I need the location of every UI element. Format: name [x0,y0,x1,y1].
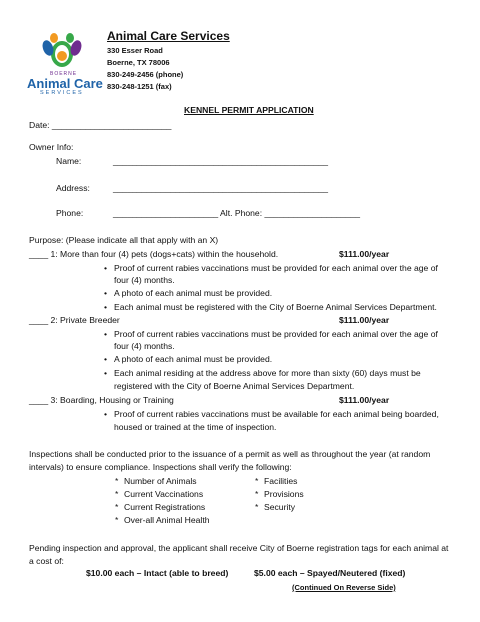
date-field[interactable]: Date: _________________________ [29,120,172,130]
animal-care-logo [26,32,103,96]
option-2-bullet-1-cont: four (4) months. [114,341,175,351]
address-field[interactable]: _____________________________________________ [113,183,329,193]
org-address-1: 330 Esser Road [107,46,163,55]
option-1-bullet-3: • Each animal must be registered with the City of Boerne Animal Services Department. [114,302,437,312]
phone-field[interactable]: ______________________ Alt. Phone: ____________________ [113,208,361,218]
paw-print-icon [26,32,98,72]
fee-intact: $10.00 each – Intact (able to breed) [86,568,229,578]
purpose-header: Purpose: (Please indicate all that apply with an X) [29,235,219,245]
option-3-label[interactable]: ____ 3: Boarding, Housing or Training [29,395,174,405]
option-2-bullet-1: • Proof of current rabies vaccinations must be provided for each animal over the age of [114,329,438,339]
org-phone: 830-249-2456 (phone) [107,70,184,79]
org-name: Animal Care Services [107,29,230,43]
inspection-item-provisions: * Provisions [264,489,304,499]
inspection-text-2: intervals) to ensure compliance. Inspections shall verify the following: [29,462,292,472]
option-1-bullet-1-cont: four (4) months. [114,275,175,285]
org-address-2: Boerne, TX 78006 [107,58,170,67]
option-2-bullet-3-cont: registered with the City of Boerne Animal Services Department. [114,381,355,391]
inspection-item-facilities: * Facilities [264,476,297,486]
inspection-item-animals: * Number of Animals [124,476,197,486]
inspection-text-1: Inspections shall be conducted prior to the issuance of a permit as well as throughout the year (at random [29,449,431,459]
inspection-item-vaccinations: * Current Vaccinations [124,489,203,499]
inspection-item-health: * Over-all Animal Health [124,515,210,525]
phone-label: Phone: [56,208,84,218]
name-label: Name: [56,156,82,166]
option-1-label[interactable]: ____ 1: More than four (4) pets (dogs+cats) within the household. [29,249,279,259]
option-1-bullet-1: • Proof of current rabies vaccinations must be provided for each animal over the age of [114,263,438,273]
option-1-bullet-2: • A photo of each animal must be provided. [114,288,272,298]
continued-note: (Continued On Reverse Side) [292,583,396,592]
option-3-price: $111.00/year [339,395,390,405]
inspection-item-security: * Security [264,502,295,512]
option-2-price: $111.00/year [339,315,390,325]
address-label: Address: [56,183,90,193]
option-3-bullet-1-cont: housed or trained at the time of inspection. [114,422,277,432]
option-1-price: $111.00/year [339,249,390,259]
fee-fixed: $5.00 each – Spayed/Neutered (fixed) [254,568,406,578]
option-2-label[interactable]: ____ 2: Private Breeder [29,315,120,325]
option-2-bullet-2: • A photo of each animal must be provided. [114,354,272,364]
logo-small-text: BOERNE [50,71,78,77]
logo-main-text: Animal Care [27,76,103,91]
inspection-item-registrations: * Current Registrations [124,502,205,512]
option-2-bullet-3: • Each animal residing at the address above for more than sixty (60) days must be [114,368,421,378]
document-title: KENNEL PERMIT APPLICATION [184,105,314,115]
option-3-bullet-1: • Proof of current rabies vaccinations must be available for each animal being boarded, [114,409,439,419]
owner-info-header: Owner Info: [29,142,74,152]
pending-text-1: Pending inspection and approval, the applicant shall receive City of Boerne registration tags for each animal at [29,543,449,553]
org-fax: 830-248-1251 (fax) [107,82,172,91]
name-field[interactable]: _____________________________________________ [113,156,329,166]
logo-sub-text: SERVICES [40,90,84,96]
pending-text-2: a cost of: [29,556,64,566]
